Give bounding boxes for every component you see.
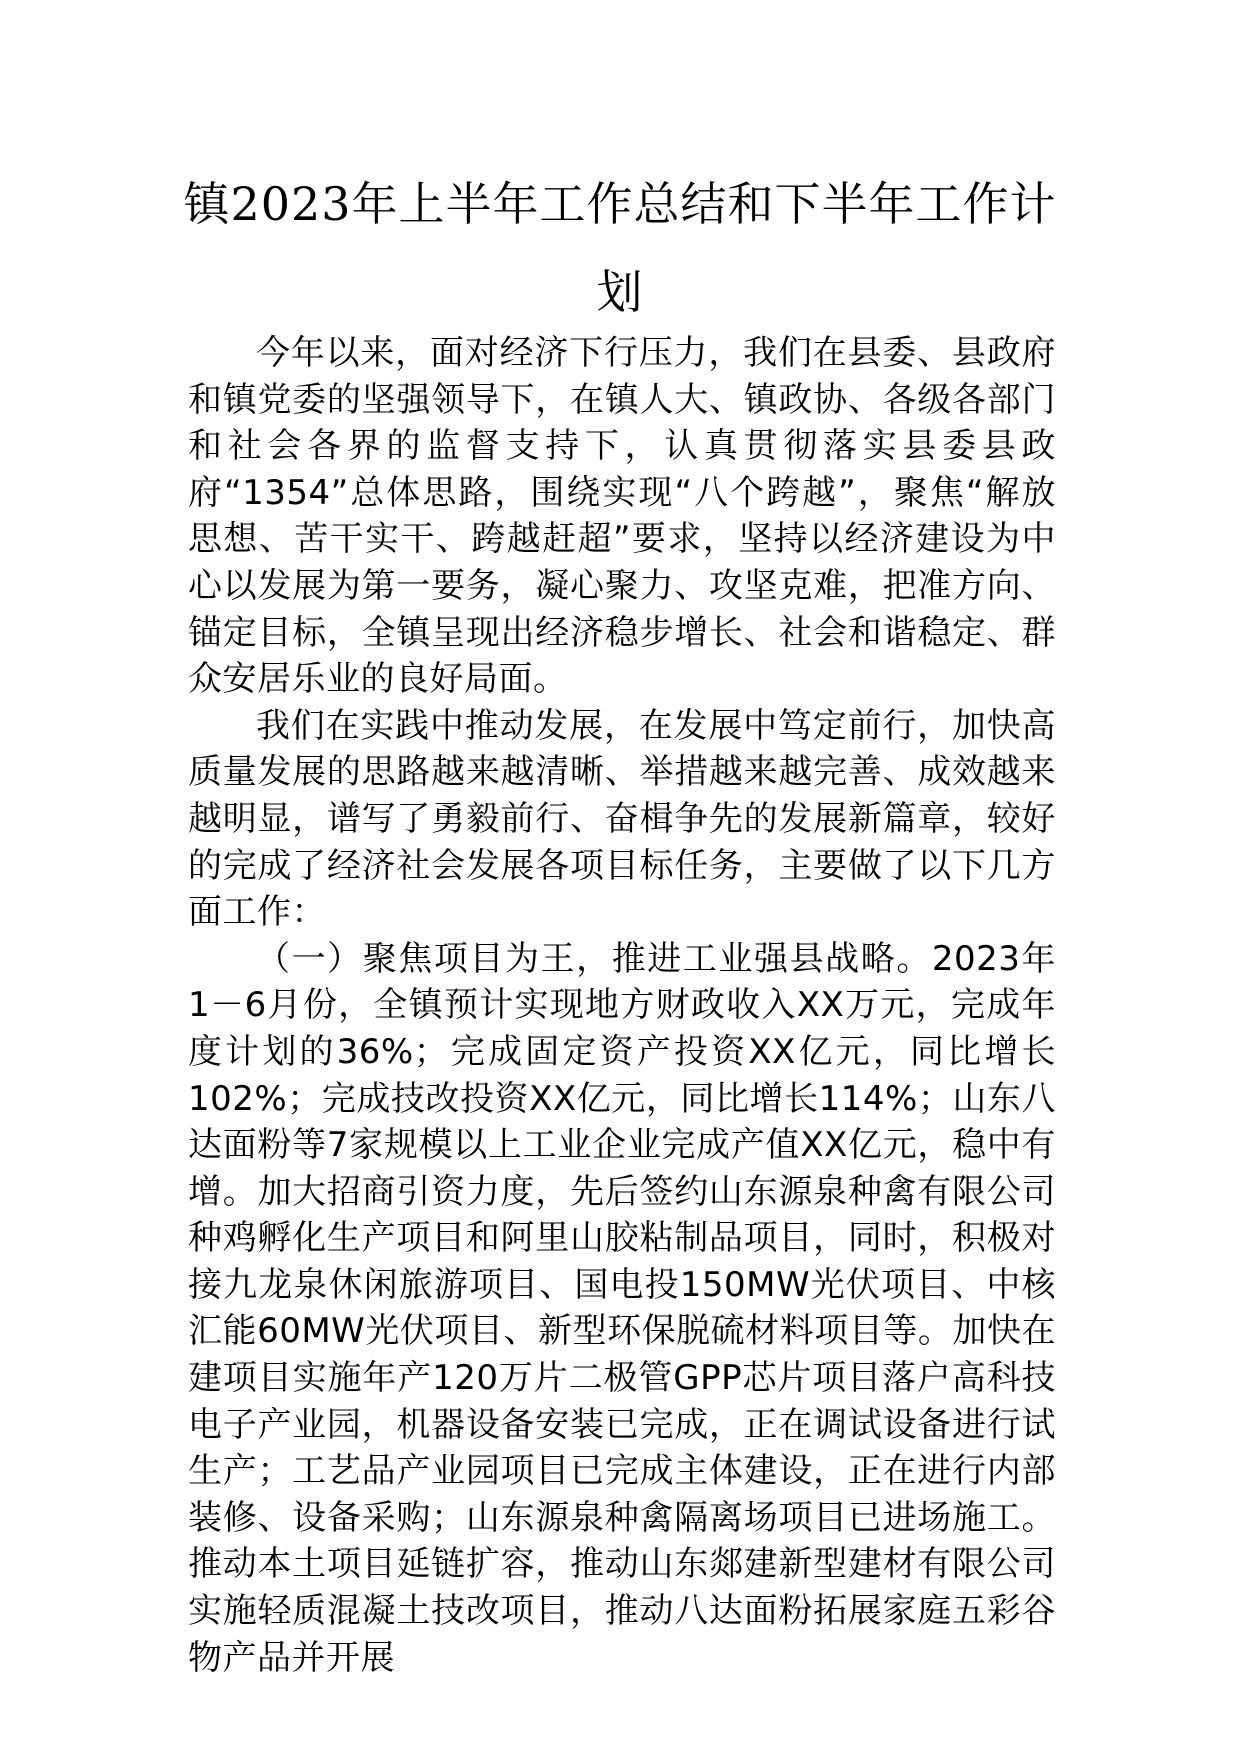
paragraph-intro: 今年以来，面对经济下行压力，我们在县委、县政府和镇党委的坚强领导下，在镇人大、镇政协、各级各部门和社会各界的监督支持下，认真贯彻落实县委县政府“1354”总体思路，围绕实现“八个跨越”，聚焦“解放思想、苦干实干、跨越赶超”要求，坚持以经济建设为中心以发展为第一要务，凝心聚力、攻坚克难，把准方向、锚定目标，全镇呈现出经济稳步增长、社会和谐稳定、群众安居乐业的良好局面。	[188, 333, 1056, 700]
paragraph-overview: 我们在实践中推动发展，在发展中笃定前行，加快高质量发展的思路越来越清晰、举措越来越完善、成效越来越明显，谱写了勇毅前行、奋楫争先的发展新篇章，较好的完成了经济社会发展各项目标任务，主要做了以下几方面工作：	[188, 705, 1056, 933]
document-title: 镇2023年上半年工作总结和下半年工作计划	[183, 177, 1057, 319]
document-body	[188, 330, 1056, 1681]
paragraph-section-one: （一）聚焦项目为王，推进工业强县战略。2023年1－6月份，全镇预计实现地方财政收入XX万元，完成年度计划的36%；完成固定资产投资XX亿元，同比增长102%；完成技改投资XX亿元，同比增长114%；山东八达面粉等7家规模以上工业企业完成产值XX亿元，稳中有增。加大招商引资力度，先后签约山东源泉种禽有限公司种鸡孵化生产项目和阿里山胶粘制品项目，同时，积极对接九龙泉休闲旅游项目、国电投150MW光伏项目、中核汇能60MW光伏项目、新型环保脱硫材料项目等。加快在建项目实施年产120万片二极管GPP芯片项目落户高科技电子产业园，机器设备安装已完成，正在调试设备进行试生产；工艺品产业园项目已完成主体建设，正在进行内部装修、设备采购；山东源泉种禽隔离场项目已进场施工。推动本土项目延链扩容，推动山东郯建新型建材有限公司实施轻质混凝土技改项目，推动八达面粉拓展家庭五彩谷物产品并开展	[188, 938, 1056, 1678]
